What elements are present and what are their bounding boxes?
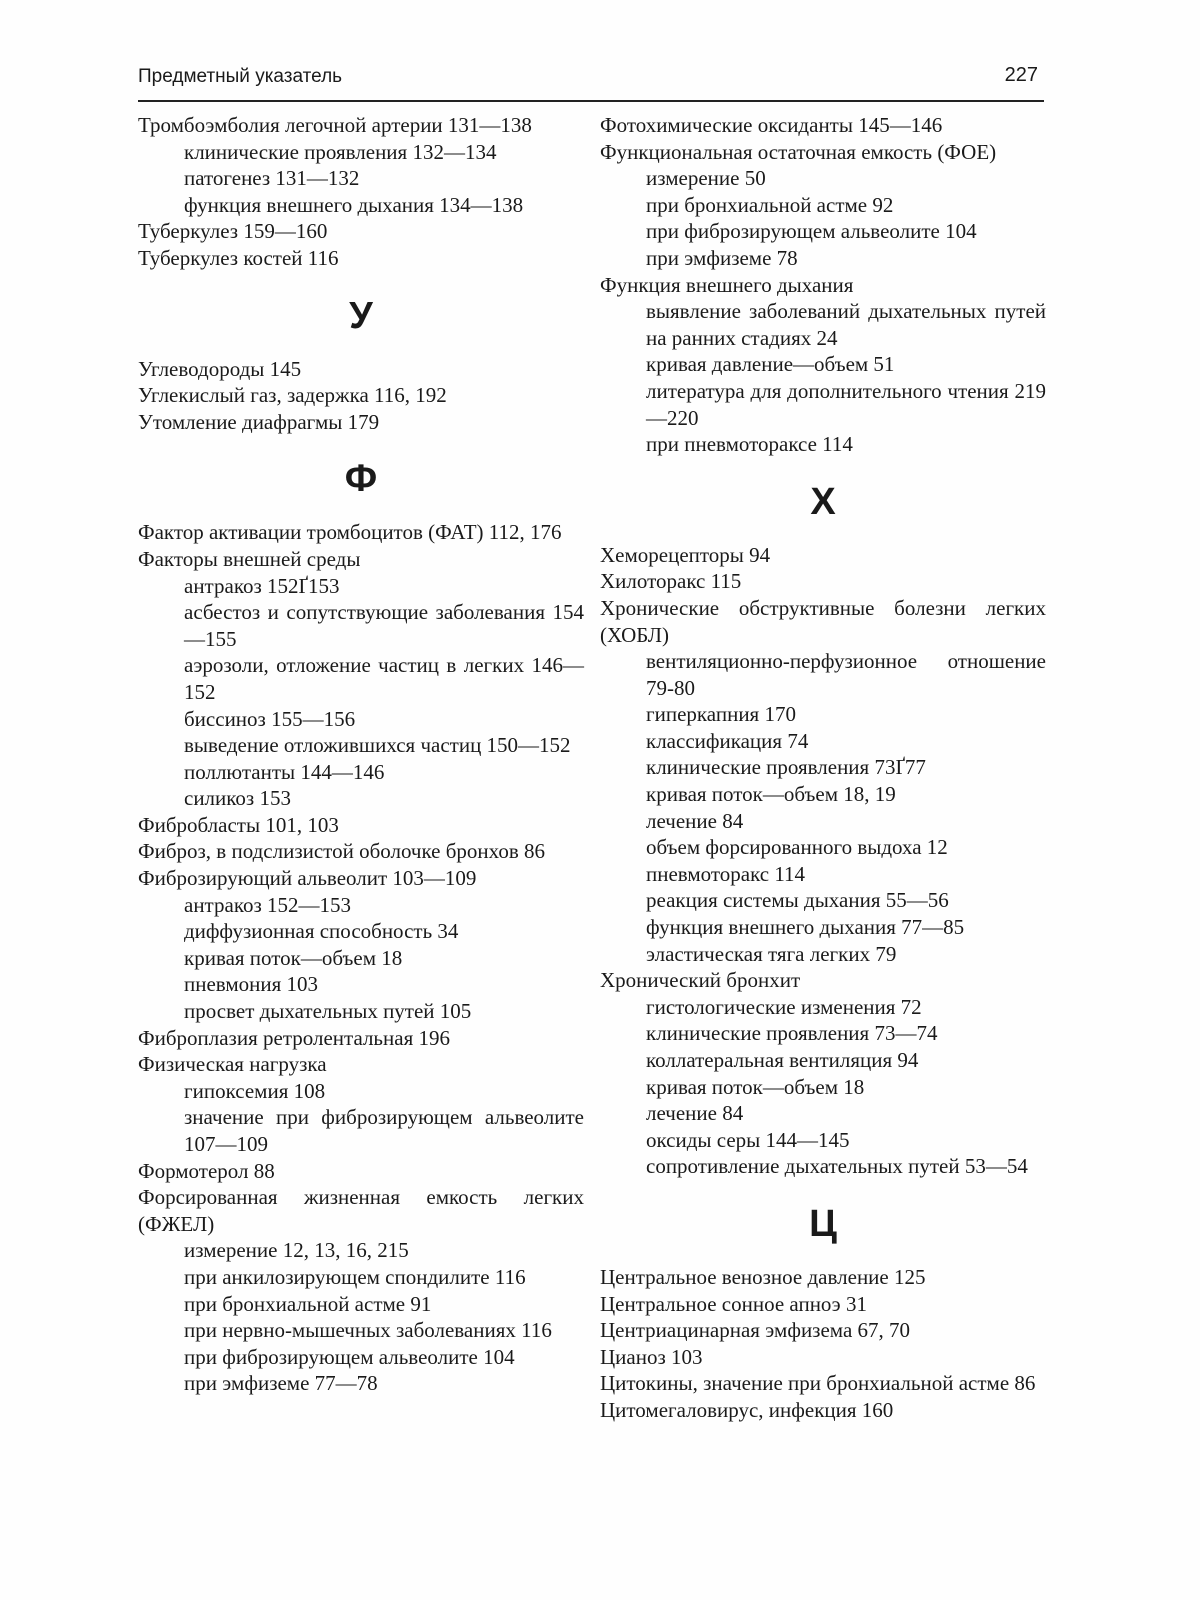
index-subentry: патогенез 131—132 xyxy=(184,166,360,191)
index-entry: Тромбоэмболия легочной артерии 131—138 xyxy=(138,113,532,137)
index-subentry: функция внешнего дыхания 134—138 xyxy=(184,192,524,217)
index-entry: Физическая нагрузка xyxy=(138,1052,327,1077)
index-entry: Хилоторакс 115 xyxy=(600,569,742,594)
index-entry: Углеводороды 145 xyxy=(138,356,302,381)
index-subentry: пневмония 103 xyxy=(184,972,319,997)
index-subentry: асбестоз и сопутствующие заболевания 154—155 xyxy=(184,600,584,651)
index-subentry: вентиляционно-перфузионное отношение 79-80 xyxy=(646,649,1046,700)
index-entry: Фактор активации тромбоцитов (ФАТ) 112, 176 xyxy=(138,520,562,545)
index-subentry: измерение 12, 13, 16, 215 xyxy=(184,1238,409,1263)
index-subentry: выведение отложившихся частиц 150—152 xyxy=(184,733,571,758)
index-subentry: гистологические изменения 72 xyxy=(646,994,922,1019)
index-entry: Туберкулез костей 116 xyxy=(138,245,339,270)
index-subentry: кривая давление—объем 51 xyxy=(646,352,895,377)
index-subentry: антракоз 152—153 xyxy=(184,892,351,917)
index-entry: Форсированная жизненная емкость легких (ФЖЕЛ) xyxy=(138,1185,584,1236)
index-subentry: антракоз 152Ґ153 xyxy=(184,573,340,598)
index-column-right xyxy=(600,112,1046,1424)
index-entry: Утомление диафрагмы 179 xyxy=(138,409,380,434)
section-letter-ts: Ц xyxy=(809,1202,837,1245)
index-subentry: диффузионная способность 34 xyxy=(184,919,459,944)
index-subentry: значение при фиброзирующем альвеолите 107—109 xyxy=(184,1105,584,1156)
index-subentry: аэрозоли, отложение частиц в легких 146—152 xyxy=(184,653,584,704)
index-subentry: при бронхиальной астме 92 xyxy=(646,192,894,217)
index-subentry: силикоз 153 xyxy=(184,786,291,811)
index-entry: Центриацинарная эмфизема 67, 70 xyxy=(600,1318,911,1343)
index-subentry: коллатеральная вентиляция 94 xyxy=(646,1048,919,1072)
index-subentry: гиперкапния 170 xyxy=(646,702,796,727)
index-entry: Фотохимические оксиданты 145—146 xyxy=(600,113,943,137)
index-entry: Хронический бронхит xyxy=(600,968,801,993)
index-entry: Центральное сонное апноэ 31 xyxy=(600,1291,867,1316)
index-subentry: реакция системы дыхания 55—56 xyxy=(646,888,949,913)
index-entry: Фиброз, в подслизистой оболочке бронхов 86 xyxy=(138,839,546,864)
index-subentry: при эмфиземе 78 xyxy=(646,245,798,270)
index-subentry: кривая поток—объем 18 xyxy=(184,945,403,970)
index-subentry: оксиды серы 144—145 xyxy=(646,1127,850,1152)
index-subentry: классификация 74 xyxy=(646,728,809,753)
page-number: 227 xyxy=(1004,64,1038,86)
index-subentry: при фиброзирующем альвеолите 104 xyxy=(646,219,977,244)
index-subentry: выявление заболеваний дыхательных путей на ранних стадиях 24 xyxy=(646,299,1046,350)
index-entry: Цитокины, значение при бронхиальной астме 86 xyxy=(600,1371,1036,1396)
index-entry: Углекислый газ, задержка 116, 192 xyxy=(138,383,447,408)
section-letter-kh: Х xyxy=(810,480,836,523)
index-subentry: поллютанты 144—146 xyxy=(184,759,385,784)
index-subentry: литература для дополнительного чтения 219—220 xyxy=(646,378,1046,430)
index-subentry: просвет дыхательных путей 105 xyxy=(184,999,472,1024)
running-header xyxy=(138,60,1044,102)
index-subentry: гипоксемия 108 xyxy=(184,1078,326,1103)
index-entry: Хронические обструктивные болезни легких (ХОБЛ) xyxy=(600,595,1046,647)
section-letter-f: Ф xyxy=(344,458,378,501)
index-entry: Формотерол 88 xyxy=(138,1158,275,1183)
section-letter-u: У xyxy=(349,294,373,337)
index-subentry: пневмоторакс 114 xyxy=(646,861,806,886)
index-subentry: эластическая тяга легких 79 xyxy=(646,941,897,966)
index-subentry: клинические проявления 73—74 xyxy=(646,1021,938,1046)
index-subentry: объем форсированного выдоха 12 xyxy=(646,835,948,860)
index-entry: Цитомегаловирус, инфекция 160 xyxy=(600,1397,894,1422)
index-entry: Хеморецепторы 94 xyxy=(600,542,771,567)
index-entry: Центральное венозное давление 125 xyxy=(600,1264,926,1289)
index-subentry: при эмфиземе 77—78 xyxy=(184,1371,378,1396)
index-subentry: кривая поток—объем 18, 19 xyxy=(646,782,896,807)
index-entry: Функция внешнего дыхания xyxy=(600,272,854,297)
index-subentry: измерение 50 xyxy=(646,166,766,191)
index-entry: Туберкулез 159—160 xyxy=(138,219,328,244)
index-entry: Фиброзирующий альвеолит 103—109 xyxy=(138,866,477,891)
index-subentry: при нервно-мышечных заболеваниях 116 xyxy=(184,1318,552,1343)
index-subentry: при анкилозирующем спондилите 116 xyxy=(184,1264,526,1289)
running-head-title: Предметный указатель xyxy=(138,66,343,87)
index-subentry: сопротивление дыхательных путей 53—54 xyxy=(646,1154,1028,1179)
index-subentry: биссиноз 155—156 xyxy=(184,706,356,731)
index-subentry: клинические проявления 132—134 xyxy=(184,139,497,164)
index-entry: Функциональная остаточная емкость (ФОЕ) xyxy=(600,139,997,164)
index-entry: Факторы внешней среды xyxy=(138,546,361,571)
index-subentry: при бронхиальной астме 91 xyxy=(184,1291,432,1316)
index-subentry: при пневмотораксе 114 xyxy=(646,432,853,457)
index-subentry: кривая поток—объем 18 xyxy=(646,1074,865,1099)
index-entry: Фиброплазия ретролентальная 196 xyxy=(138,1025,450,1050)
index-subentry: функция внешнего дыхания 77—85 xyxy=(646,915,965,940)
index-entry: Цианоз 103 xyxy=(600,1344,703,1369)
index-subentry: клинические проявления 73Ґ77 xyxy=(646,755,926,780)
index-subentry: при фиброзирующем альвеолите 104 xyxy=(184,1344,515,1369)
index-column-left xyxy=(138,112,584,1397)
index-subentry: лечение 84 xyxy=(646,808,744,833)
index-subentry: лечение 84 xyxy=(646,1101,744,1126)
index-entry: Фибробласты 101, 103 xyxy=(138,812,339,837)
